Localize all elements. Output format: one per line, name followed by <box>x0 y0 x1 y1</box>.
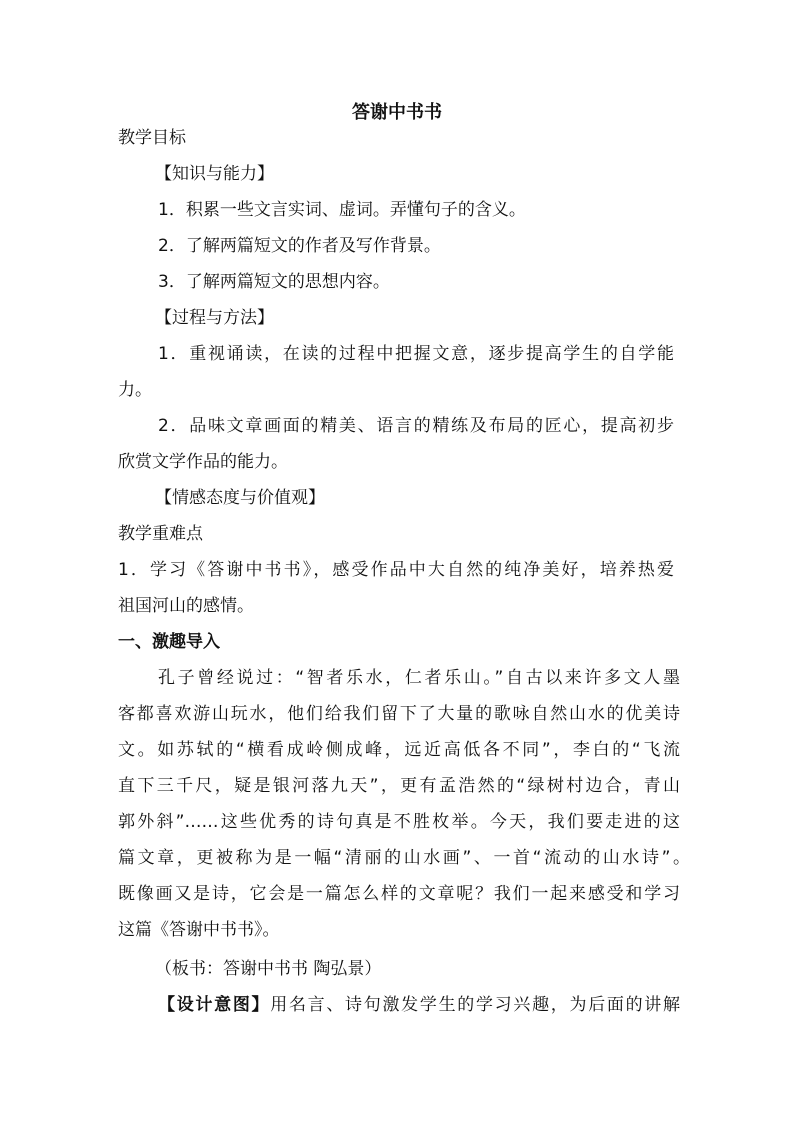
subheading-emotion-values: 【情感态度与价值观】 <box>155 488 325 508</box>
design-intent-label: 【设计意图】 <box>158 995 271 1015</box>
goal-item-3: 3．了解两篇短文的思想内容。 <box>158 272 390 292</box>
section-heading-teaching-goals: 教学目标 <box>118 128 186 148</box>
board-note: （板书：答谢中书书 陶弘景） <box>155 959 382 979</box>
key-point-1-line-2: 祖国河山的感情。 <box>118 596 254 616</box>
process-item-2-line-2: 欣赏文学作品的能力。 <box>118 452 288 472</box>
section-heading-key-points: 教学重难点 <box>118 524 203 544</box>
document-title: 答谢中书书 <box>352 102 442 123</box>
intro-paragraph-line-8: 这篇《答谢中书书》。 <box>118 920 280 940</box>
design-intent-line <box>158 994 680 1016</box>
subheading-process-method: 【过程与方法】 <box>155 308 274 328</box>
goal-item-1: 1．积累一些文言实词、虚词。弄懂句子的含义。 <box>158 200 526 220</box>
intro-paragraph-line-1: 孔子曾经说过：“智者乐水，仁者乐山。”自古以来许多文人墨 <box>158 668 680 688</box>
key-point-1-line-1: 1．学习《答谢中书书》，感受作品中大自然的纯净美好，培养热爱 <box>118 560 674 580</box>
process-item-2-line-1: 2．品味文章画面的精美、语言的精练及布局的匠心，提高初步 <box>158 416 674 436</box>
intro-paragraph-line-7: 既像画又是诗，它会是一篇怎么样的文章呢？我们一起来感受和学习 <box>118 884 680 904</box>
subheading-knowledge-ability: 【知识与能力】 <box>155 164 274 184</box>
intro-paragraph-line-6: 篇文章，更被称为是一幅“清丽的山水画”、一首“流动的山水诗”。 <box>118 848 690 868</box>
process-item-1-line-2: 力。 <box>118 380 152 400</box>
process-item-1-line-1: 1．重视诵读，在读的过程中把握文意，逐步提高学生的自学能 <box>158 344 674 364</box>
intro-paragraph-line-2: 客都喜欢游山玩水，他们给我们留下了大量的歌咏自然山水的优美诗 <box>118 704 680 724</box>
design-intent-text: 用名言、诗句激发学生的学习兴趣，为后面的讲解 <box>270 995 681 1015</box>
section-heading-introduction: 一、激趣导入 <box>118 632 220 652</box>
intro-paragraph-line-5: 郭外斜”……这些优秀的诗句真是不胜枚举。今天，我们要走进的这 <box>118 812 680 832</box>
goal-item-2: 2．了解两篇短文的作者及写作背景。 <box>158 236 441 256</box>
intro-paragraph-line-4: 直下三千尺，疑是银河落九天”，更有孟浩然的“绿树村边合，青山 <box>118 776 680 796</box>
intro-paragraph-line-3: 文。如苏轼的“横看成岭侧成峰，远近高低各不同”，李白的“飞流 <box>118 740 680 760</box>
